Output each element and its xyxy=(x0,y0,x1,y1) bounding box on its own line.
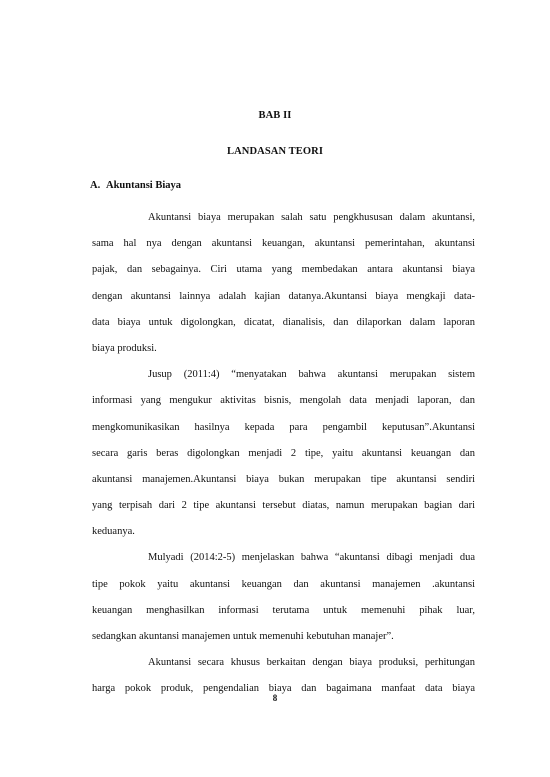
paragraph-1-line-2: sama hal nya dengan akuntansi keuangan, akuntansi pemerintahan, akuntansi xyxy=(92,238,475,250)
paragraph-3-line-2: tipe pokok yaitu akuntansi keuangan dan akuntansi manajemen .akuntansi xyxy=(92,578,475,590)
body-text xyxy=(92,205,475,703)
paragraph-1-line-4: dengan akuntansi lainnya adalah kajian datanya.Akuntansi biaya mengkaji data- xyxy=(92,290,475,302)
paragraph-4-line-2: harga pokok produk, pengendalian biaya dan bagaimana manfaat data biaya xyxy=(92,683,475,695)
section-heading xyxy=(90,180,181,191)
paragraph-2-line-4: secara garis beras digolongkan menjadi 2 tipe, yaitu akuntansi keuangan dan xyxy=(92,447,475,459)
section-title: Akuntansi Biaya xyxy=(106,180,181,191)
paragraph-4-line-1: Akuntansi secara khusus berkaitan dengan biaya produksi, perhitungan xyxy=(148,657,475,669)
paragraph-3-line-3: keuangan menghasilkan informasi terutama untuk memenuhi pihak luar, xyxy=(92,604,475,616)
paragraph-1-line-6: biaya produksi. xyxy=(92,342,157,354)
paragraph-2-line-5: akuntansi manajemen.Akuntansi biaya bukan merupakan tipe akuntansi sendiri xyxy=(92,473,475,485)
paragraph-2-line-6: yang terpisah dari 2 tipe akuntansi tersebut diatas, namun merupakan bagian dari xyxy=(92,500,475,512)
paragraph-1-line-5: data biaya untuk digolongkan, dicatat, dianalisis, dan dilaporkan dalam laporan xyxy=(92,316,475,328)
chapter-number: BAB II xyxy=(258,110,292,121)
paragraph-3-line-4: sedangkan akuntansi manajemen untuk memenuhi kebutuhan manajer”. xyxy=(92,631,394,642)
chapter-title: LANDASAN TEORI xyxy=(226,146,324,157)
paragraph-1-line-1: Akuntansi biaya merupakan salah satu pengkhususan dalam akuntansi, xyxy=(148,212,475,223)
paragraph-2-line-3: mengkomunikasikan hasilnya kepada para pengambil keputusan”.Akuntansi xyxy=(92,421,475,433)
paragraph-1-line-3: pajak, dan sebagainya. Ciri utama yang membedakan antara akuntansi biaya xyxy=(92,264,475,276)
section-letter: A. xyxy=(90,180,101,191)
paragraph-2-line-2: informasi yang mengukur aktivitas bisnis, mengolah data menjadi laporan, dan xyxy=(92,395,475,407)
paragraph-2-line-7: keduanya. xyxy=(92,526,135,538)
page-number: 8 xyxy=(272,693,278,703)
paragraph-3-line-1: Mulyadi (2014:2-5) menjelaskan bahwa “akuntansi dibagi menjadi dua xyxy=(148,552,475,564)
paragraph-2-line-1: Jusup (2011:4) “menyatakan bahwa akuntansi merupakan sistem xyxy=(148,369,475,381)
